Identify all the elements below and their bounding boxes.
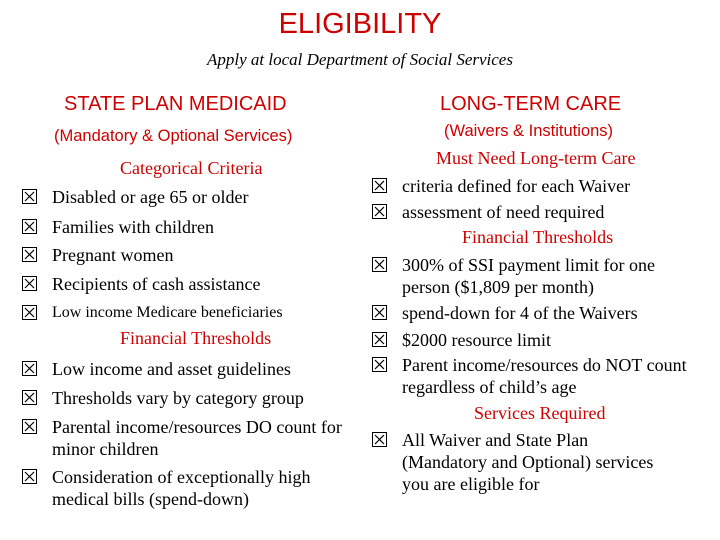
services-required-heading: Services Required — [474, 403, 606, 423]
list-item-text: Low income Medicare beneficiaries — [52, 304, 283, 321]
list-item-text: Low income and asset guidelines — [52, 359, 291, 379]
boxed-x-icon — [22, 469, 37, 484]
list-item — [22, 387, 304, 409]
list-item — [372, 329, 551, 351]
list-item — [22, 216, 214, 238]
list-item — [22, 273, 260, 295]
financial-thresholds-heading: Financial Thresholds — [120, 328, 272, 348]
list-item-text: Consideration of exceptionally high medical bills (spend-down) — [52, 467, 311, 509]
state-plan-medicaid-subheading: (Mandatory & Optional Services) — [54, 127, 293, 145]
list-item-text: Parent income/resources do NOT count regardless of child’s age — [402, 355, 687, 397]
list-item — [22, 466, 352, 510]
boxed-x-icon — [372, 257, 387, 272]
boxed-x-icon — [372, 305, 387, 320]
list-item — [372, 201, 604, 223]
list-item-text: All Waiver and State Plan (Mandatory and Optional) services you are eligible for — [402, 430, 654, 494]
categorical-criteria-heading: Categorical Criteria — [120, 158, 263, 178]
boxed-x-icon — [372, 178, 387, 193]
financial-thresholds-heading: Financial Thresholds — [462, 227, 614, 247]
boxed-x-icon — [372, 432, 387, 447]
boxed-x-icon — [22, 247, 37, 262]
list-item-text: Pregnant women — [52, 245, 174, 265]
boxed-x-icon — [22, 390, 37, 405]
list-item-text: Thresholds vary by category group — [52, 388, 304, 408]
list-item — [22, 244, 173, 266]
long-term-care-subheading: (Waivers & Institutions) — [444, 122, 614, 140]
list-item-text: $2000 resource limit — [402, 330, 551, 350]
boxed-x-icon — [22, 419, 37, 434]
boxed-x-icon — [372, 204, 387, 219]
page-subtitle: Apply at local Department of Social Services — [207, 50, 513, 69]
boxed-x-icon — [22, 219, 37, 234]
list-item-text: criteria defined for each Waiver — [402, 176, 631, 196]
long-term-care-heading: LONG-TERM CARE — [440, 93, 622, 115]
boxed-x-icon — [22, 361, 37, 376]
boxed-x-icon — [372, 332, 387, 347]
list-item-text: 300% of SSI payment limit for one person ($1,809 per month) — [402, 255, 655, 297]
list-item-text: Recipients of cash assistance — [52, 274, 261, 294]
list-item-text: Parental income/resources DO count for minor children — [52, 417, 342, 459]
list-item — [372, 175, 630, 197]
list-item — [372, 254, 672, 298]
list-item — [372, 354, 692, 398]
list-item — [22, 186, 248, 208]
list-item-text: Disabled or age 65 or older — [52, 187, 249, 207]
list-item — [372, 302, 638, 324]
list-item — [22, 358, 291, 380]
list-item — [22, 416, 352, 460]
list-item-text: Families with children — [52, 217, 214, 237]
boxed-x-icon — [372, 357, 387, 372]
list-item — [22, 302, 283, 324]
boxed-x-icon — [22, 189, 37, 204]
boxed-x-icon — [22, 276, 37, 291]
list-item-text: assessment of need required — [402, 202, 605, 222]
state-plan-medicaid-heading: STATE PLAN MEDICAID — [64, 93, 287, 115]
list-item-text: spend-down for 4 of the Waivers — [402, 303, 638, 323]
boxed-x-icon — [22, 305, 37, 320]
list-item — [372, 429, 672, 495]
must-need-care-heading: Must Need Long-term Care — [436, 148, 636, 168]
page-title: ELIGIBILITY — [278, 8, 442, 40]
